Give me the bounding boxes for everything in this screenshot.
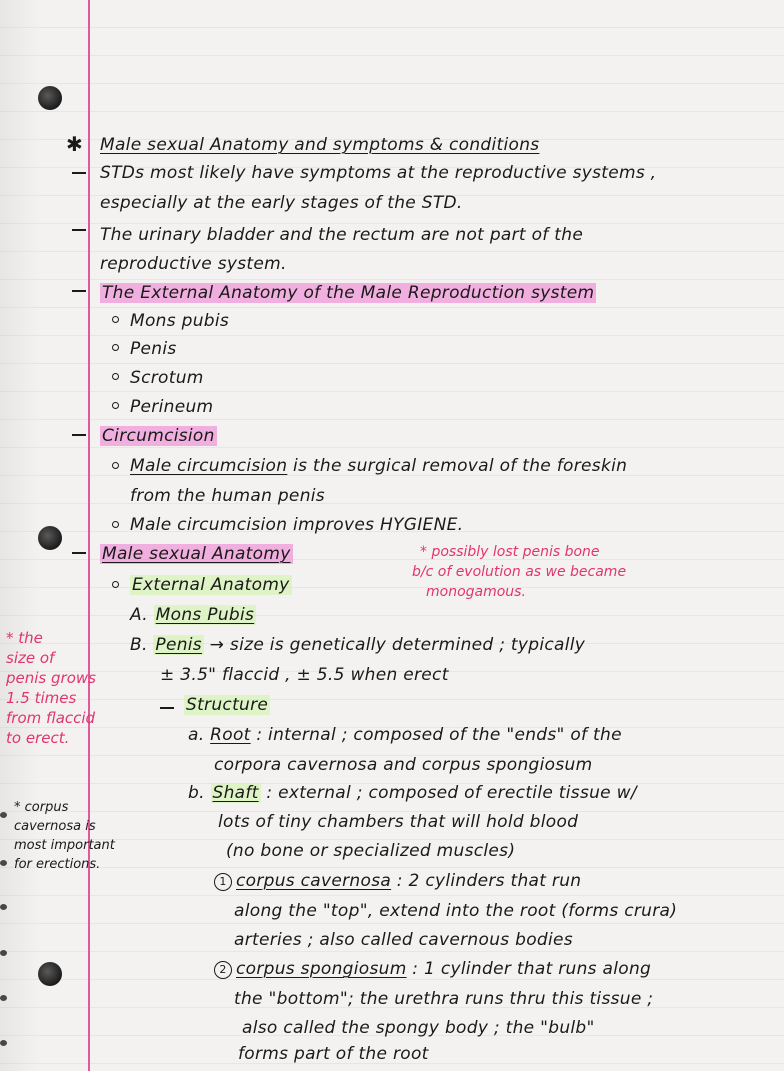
note-line: from the human penis bbox=[130, 486, 325, 506]
note-text: is the surgical removal of the foreskin bbox=[287, 456, 628, 476]
list-item: Mons pubis bbox=[130, 311, 230, 331]
note-line: along the "top", extend into the root (forms crura) bbox=[234, 901, 678, 921]
dash-icon bbox=[72, 172, 86, 174]
spiral-edge-icon bbox=[0, 950, 7, 956]
binder-hole-icon bbox=[38, 962, 62, 986]
dash-icon bbox=[72, 552, 86, 554]
note-line: the "bottom"; the urethra runs thru this tissue ; bbox=[234, 989, 654, 1009]
margin-note-cc bbox=[14, 798, 115, 874]
item-label: B. bbox=[130, 635, 148, 655]
underlined-text: Shaft bbox=[212, 783, 259, 803]
number-circle-icon: 2 bbox=[214, 961, 232, 979]
margin-note-line: * corpus bbox=[14, 800, 69, 815]
margin-note-line: to erect. bbox=[6, 729, 70, 747]
margin-note-line: b/c of evolution as we became bbox=[412, 564, 627, 580]
spiral-edge-icon bbox=[0, 904, 7, 910]
margin-note-size bbox=[6, 628, 96, 748]
note-line: STDs most likely have symptoms at the reproductive systems , bbox=[100, 163, 657, 183]
bullet-icon bbox=[112, 344, 119, 351]
list-item bbox=[130, 604, 256, 626]
list-item bbox=[130, 634, 585, 656]
bullet-icon bbox=[112, 373, 119, 380]
underlined-text: Root bbox=[210, 725, 251, 745]
dash-icon bbox=[72, 434, 86, 436]
section-heading bbox=[100, 425, 217, 447]
margin-note-line: for erections. bbox=[14, 857, 101, 872]
item-label: b. bbox=[188, 783, 205, 803]
margin-note-line: * the bbox=[6, 629, 43, 647]
margin-note-line: cavernosa is bbox=[14, 819, 96, 834]
note-line: especially at the early stages of the STD. bbox=[100, 193, 463, 213]
section-heading bbox=[100, 543, 293, 565]
star-icon: ✱ bbox=[66, 132, 83, 156]
list-item: Scrotum bbox=[130, 368, 204, 388]
note-text: : 2 cylinders that run bbox=[391, 871, 582, 891]
number-circle-icon: 1 bbox=[214, 873, 232, 891]
margin-note-line: from flaccid bbox=[6, 709, 96, 727]
bullet-icon bbox=[112, 581, 119, 588]
underlined-text: corpus cavernosa bbox=[236, 871, 392, 891]
margin-note-line: 1.5 times bbox=[6, 689, 77, 707]
note-line: arteries ; also called cavernous bodies bbox=[234, 930, 573, 950]
margin-note-line: most important bbox=[14, 838, 115, 853]
list-item: Perineum bbox=[130, 397, 214, 417]
highlighted-text: Mons Pubis bbox=[155, 605, 255, 625]
binder-hole-icon bbox=[38, 526, 62, 550]
bullet-icon bbox=[112, 521, 119, 528]
note-line: lots of tiny chambers that will hold blood bbox=[218, 812, 579, 832]
note-text: : external ; composed of erectile tissue w/ bbox=[260, 783, 637, 803]
margin-line bbox=[88, 0, 90, 1071]
item-label: A. bbox=[130, 605, 148, 625]
note-line: ± 3.5" flaccid , ± 5.5 when erect bbox=[160, 665, 449, 685]
section-heading bbox=[100, 282, 596, 304]
margin-note-bone bbox=[412, 542, 627, 602]
list-item bbox=[188, 724, 622, 746]
dash-icon bbox=[72, 290, 86, 292]
spiral-edge-icon bbox=[0, 1040, 7, 1046]
highlighted-text: Circumcision bbox=[102, 426, 215, 446]
note-line: forms part of the root bbox=[238, 1044, 429, 1064]
note-line: also called the spongy body ; the "bulb" bbox=[242, 1018, 595, 1038]
note-text: : 1 cylinder that runs along bbox=[406, 959, 652, 979]
highlighted-text: The External Anatomy of the Male Reproduction system bbox=[102, 283, 595, 303]
margin-note-line: size of bbox=[6, 649, 55, 667]
underlined-text: Male circumcision bbox=[130, 456, 288, 476]
highlighted-text: Penis bbox=[155, 635, 202, 655]
note-line: The urinary bladder and the rectum are not part of the bbox=[100, 225, 584, 245]
note-text: → size is genetically determined ; typically bbox=[203, 635, 586, 655]
list-item bbox=[214, 958, 651, 980]
note-line: (no bone or specialized muscles) bbox=[226, 841, 516, 861]
highlighted-text: Male sexual Anatomy bbox=[102, 544, 291, 564]
note-line: reproductive system. bbox=[100, 254, 287, 274]
list-item: Penis bbox=[130, 339, 177, 359]
dash-icon bbox=[72, 229, 86, 231]
spiral-edge-icon bbox=[0, 812, 7, 818]
underlined-text: corpus spongiosum bbox=[236, 959, 407, 979]
note-text: : internal ; composed of the "ends" of the bbox=[250, 725, 622, 745]
margin-note-line: penis grows bbox=[6, 669, 96, 687]
margin-note-line: monogamous. bbox=[426, 584, 526, 600]
highlighted-text: External Anatomy bbox=[132, 575, 290, 595]
list-item bbox=[130, 455, 627, 477]
page-title: Male sexual Anatomy and symptoms & conditions bbox=[100, 135, 540, 155]
dash-icon bbox=[160, 707, 174, 709]
highlighted-text: Structure bbox=[186, 695, 269, 715]
bullet-icon bbox=[112, 316, 119, 323]
note-line: corpora cavernosa and corpus spongiosum bbox=[214, 755, 593, 775]
margin-note-line: * possibly lost penis bone bbox=[420, 544, 600, 560]
item-label: a. bbox=[188, 725, 205, 745]
list-item bbox=[130, 574, 292, 596]
spiral-edge-icon bbox=[0, 995, 7, 1001]
bullet-icon bbox=[112, 402, 119, 409]
bullet-icon bbox=[112, 462, 119, 469]
sub-heading bbox=[184, 694, 270, 716]
list-item: Male circumcision improves HYGIENE. bbox=[130, 515, 464, 535]
list-item bbox=[188, 782, 637, 804]
binder-hole-icon bbox=[38, 86, 62, 110]
spiral-edge-icon bbox=[0, 860, 7, 866]
list-item bbox=[214, 870, 581, 892]
